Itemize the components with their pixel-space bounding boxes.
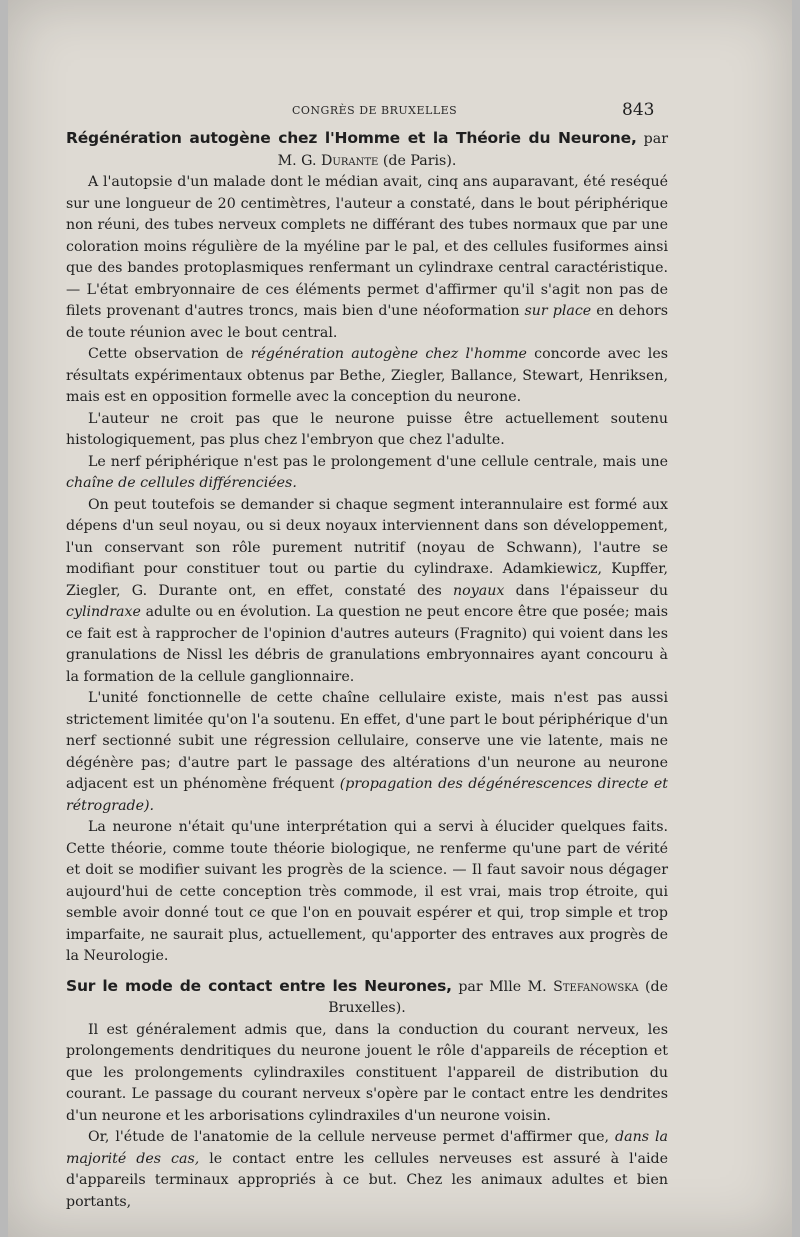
paragraph-text: dans l'épaisseur du [515, 582, 668, 599]
body-text [66, 128, 668, 1213]
paragraph-text: L'unité fonctionnelle de cette chaîne cellulaire existe, mais n'est pas aussi strictement limitée qu'on l'a soutenu. En effet, d'une part le bout périphérique d'un nerf sectionné subit une régression cellulaire, conserve une vie latente, mais ne dégénère pas; d'autre part le passage des altérations d'un neurone au neurone adjacent est un phénomène fréquent [66, 690, 668, 792]
paragraph: L'auteur ne croit pas que le neurone puisse être actuellement soutenu histologiquement, pas plus chez l'embryon que chez l'adulte. [66, 410, 668, 448]
paragraph-text: concorde avec les résultats expérimentaux obtenus par Bethe, Ziegler, Ballance, Stewart, Henriksen, mais est en opposition formelle avec la conception du neurone. [66, 346, 669, 405]
paragraph-text: en dehors de toute réunion avec le bout central. [66, 303, 668, 341]
author-affiliation-1: (de Paris). [382, 152, 457, 169]
byline-par-1: par [643, 131, 668, 147]
paragraph: Il est généralement admis que, dans la conduction du courant nerveux, les prolongements dendritiques du neurone jouent le rôle d'appareils de réception et que les prolongements cylindraxiles constituent l'appareil de distribution du courant. Le passage du courant nerveux s'opère par le contact entre les dendrites d'un neurone et les arborisations cylindraxiles d'un neurone voisin. [66, 1021, 668, 1124]
page-number: 843 [622, 100, 655, 120]
emphasis: régénération autogène chez l'homme [250, 346, 527, 362]
paragraph-text: le contact entre les cellules nerveuses est assuré à l'aide d'appareils terminaux appropriés à ce but. Chez les animaux adultes et bien portants, [66, 1150, 668, 1210]
emphasis: chaîne de cellules différenciées. [66, 475, 297, 491]
author-prefix-2: Mlle M. [489, 978, 547, 995]
paragraph-text: adulte ou en évolution. La question ne peut encore être que posée; mais ce fait est à rapprocher de l'opinion d'autres auteurs (Fragnito) qui voient dans les granulations de Nissl les débris de granulations embryonnaires ayant concouru à la formation de la cellule ganglionnaire. [66, 604, 668, 685]
paragraph-text: A l'autopsie d'un malade dont le médian avait, cinq ans auparavant, été reséqué sur une longueur de 20 centimètres, l'auteur a constaté, dans le bout périphérique non réuni, des tubes nerveux complets ne différant des tubes normaux que par une coloration moins régulière de la myéline par le pal, et des cellules fusiformes ainsi que des bandes protoplasmiques renfermant un cylindraxe central caractéristique. — L'état embryonnaire de ces éléments permet d'affirmer qu'il s'agit non pas de filets provenant d'autres troncs, mais bien d'une néoformation [66, 174, 668, 319]
paragraph [66, 172, 668, 344]
paragraph-text: Le nerf périphérique n'est pas le prolongement d'une cellule centrale, mais une [88, 453, 668, 470]
paragraph-text: Or, l'étude de l'anatomie de la cellule nerveuse permet d'affirmer que, [88, 1129, 610, 1145]
author-affiliation-2: (de Bruxelles). [328, 978, 668, 1016]
emphasis: dans la majorité des cas, [66, 1129, 669, 1167]
emphasis: (propagation des dégénérescences directe et rétrograde). [66, 776, 668, 814]
paragraph [66, 452, 668, 495]
emphasis: noyaux [453, 582, 505, 599]
paragraph: La neurone n'était qu'une interprétation qui a servi à élucider quelques faits. Cette théorie, comme toute théorie biologique, ne renferme qu'une part de vérité et doit se modifier suivant les progrès de la science. — Il faut savoir nous dégager aujourd'hui de cette conception très commode, il est vrai, mais trop étroite, qui semble avoir donné tout ce que l'on en pouvait espérer et qui, trop simple et trop imparfaite, ne saurait plus, actuellement, qu'apporter des entraves aux progrès de la Neurologie. [66, 819, 668, 964]
article-title-1: Régénération autogène chez l'Homme et la Théorie du Neurone, [66, 129, 637, 147]
author-prefix-1: M. G. [277, 152, 317, 169]
author-name-2: Stefanowska [553, 978, 639, 995]
paragraph [66, 1127, 668, 1213]
byline-par-2: par [458, 978, 483, 995]
paragraph [66, 344, 668, 409]
emphasis: sur place [524, 303, 592, 319]
paragraph [66, 495, 668, 689]
paragraph-text: Cette observation de [88, 346, 244, 362]
article-heading-2 [66, 976, 668, 1020]
article-heading-1 [66, 128, 668, 172]
article-title-2: Sur le mode de contact entre les Neurones, [66, 976, 452, 995]
paragraph [66, 688, 668, 817]
emphasis: cylindraxe [66, 604, 141, 620]
book-page [8, 0, 792, 1237]
paragraph-text: On peut toutefois se demander si chaque segment interannulaire est formé aux dépens d'un seul noyau, ou si deux noyaux interviennent dans son développement, l'un conservant son rôle purement nutritif (noyau de Schwann), l'autre se modifiant pour constituer tout ou partie du cylindraxe. Adamkiewicz, Kupffer, Ziegler, G. Durante ont, en effet, constaté des [66, 496, 668, 599]
author-name-1: Durante [321, 152, 379, 169]
page-header [8, 100, 792, 124]
running-head: CONGRÈS DE BRUXELLES [292, 104, 458, 117]
